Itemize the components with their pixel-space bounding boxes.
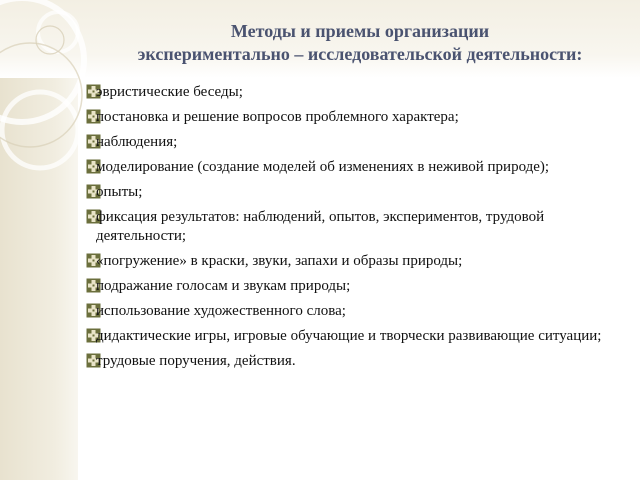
list-item-text: моделирование (создание моделей об изменениях в неживой природе); (96, 159, 550, 175)
list-item (86, 183, 626, 202)
decorative-ring-medium (2, 92, 78, 168)
list-item (86, 208, 626, 246)
list-item (86, 252, 626, 271)
list-item-text: трудовые поручения, действия. (96, 353, 296, 369)
slide-title (80, 20, 640, 66)
slide-title-line-2: экспериментально – исследовательской деятельности: (137, 44, 583, 64)
list-item-text: фиксация результатов: наблюдений, опытов, экспериментов, трудовой деятельности; (96, 209, 545, 244)
decorative-ring-small (38, 12, 78, 52)
list-item-text: постановка и решение вопросов проблемного характера; (96, 109, 459, 125)
list-item-text: подражание голосам и звукам природы; (96, 278, 351, 294)
list-item-text: эвристические беседы; (96, 84, 243, 100)
slide-title-line-1: Методы и приемы организации (230, 21, 490, 41)
list-item (86, 277, 626, 296)
list-item (86, 158, 626, 177)
list-item (86, 302, 626, 321)
list-item (86, 133, 626, 152)
list-item-text: дидактические игры, игровые обучающие и творчески развивающие ситуации; (96, 328, 602, 344)
list-item-text: «погружение» в краски, звуки, запахи и образы природы; (96, 253, 463, 269)
list-item-text: опыты; (96, 184, 143, 200)
methods-list (86, 83, 626, 377)
list-item (86, 327, 626, 346)
list-item-text: наблюдения; (96, 134, 178, 150)
list-item (86, 108, 626, 127)
list-item (86, 83, 626, 102)
list-item-text: использование художественного слова; (96, 303, 346, 319)
list-item (86, 352, 626, 371)
